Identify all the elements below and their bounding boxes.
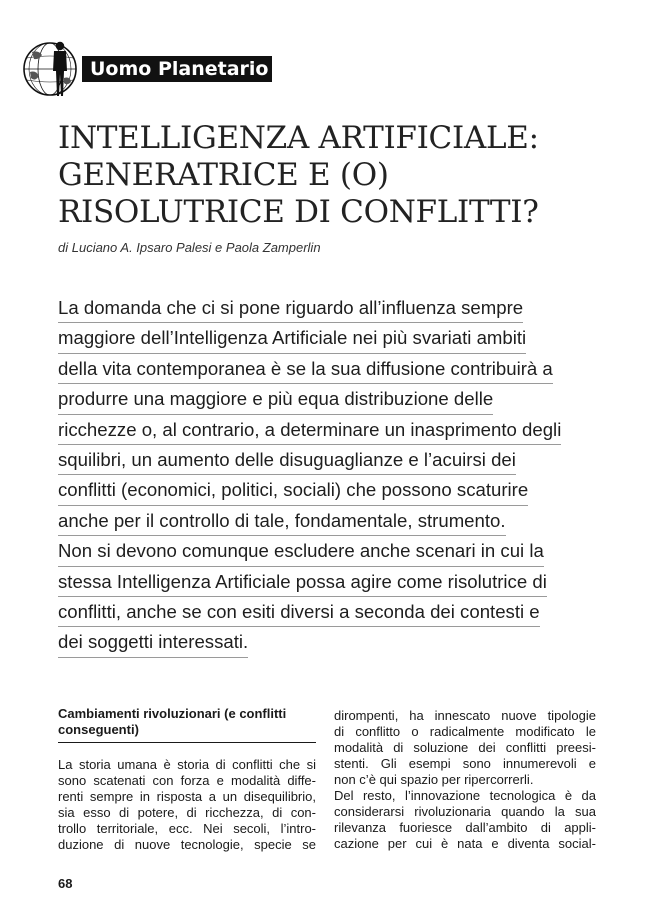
section-header <box>20 38 300 100</box>
right-column <box>334 708 596 852</box>
left-column <box>58 706 316 853</box>
body-line: renti sempre in risposta a un disequilibrio, <box>58 789 316 804</box>
abstract-line: anche per il controllo di tale, fondamentale, strumento. <box>58 506 506 536</box>
abstract-line: ricchezze o, al contrario, a determinare un inasprimento degli <box>58 415 561 445</box>
body-line: non c’è qui spazio per ripercorrerli. <box>334 772 534 787</box>
abstract-line: produrre una maggiore e più equa distribuzione delle <box>58 384 493 414</box>
body-line: dirompenti, ha innescato nuove tipologie <box>334 708 596 723</box>
article-title <box>58 120 618 231</box>
section-subheading <box>58 706 316 743</box>
body-line: La storia umana è storia di conflitti che si <box>58 757 316 772</box>
abstract-line: La domanda che ci si pone riguardo all’influenza sempre <box>58 293 523 323</box>
subheading-line: conseguenti) <box>58 722 139 737</box>
title-line: INTELLIGENZA ARTIFICIALE: <box>58 120 539 156</box>
section-label: Uomo Planetario <box>82 56 272 82</box>
body-line: trollo territoriale, ecc. Nei secoli, l’intro- <box>58 821 316 836</box>
abstract-line: stessa Intelligenza Artificiale possa agire come risolutrice di <box>58 567 547 597</box>
subheading-line: Cambiamenti rivoluzionari (e conflitti <box>58 706 287 721</box>
body-line: sono scatenati con forza e modalità diffe- <box>58 773 316 788</box>
page-number: 68 <box>58 876 73 891</box>
globe-man-icon <box>20 38 82 100</box>
abstract-line: dei soggetti interessati. <box>58 627 248 657</box>
abstract-line: Non si devono comunque escludere anche scenari in cui la <box>58 536 544 566</box>
article-abstract <box>58 293 578 658</box>
abstract-line: squilibri, un aumento delle disuguaglianze e l’acuirsi dei <box>58 445 516 475</box>
article-authors: di Luciano A. Ipsaro Palesi e Paola Zamperlin <box>58 240 321 255</box>
body-line: modalità di soluzione dei conflitti preesi- <box>334 740 596 755</box>
title-line: RISOLUTRICE DI CONFLITTI? <box>58 194 539 230</box>
body-line: sia esso di potere, di ricchezza, di con- <box>58 805 316 820</box>
abstract-line: della vita contemporanea è se la sua diffusione contribuirà a <box>58 354 553 384</box>
body-line: considerarsi rivoluzionaria quando la sua <box>334 804 596 819</box>
body-line: cazione per cui è nata e diventa social- <box>334 836 596 851</box>
abstract-line: maggiore dell’Intelligenza Artificiale nei più svariati ambiti <box>58 323 526 353</box>
abstract-line: conflitti (economici, politici, sociali) che possono scaturire <box>58 475 528 505</box>
title-line: GENERATRICE E (O) <box>58 157 389 193</box>
body-line: rilevanza fuoriesce dall’ambito di appli- <box>334 820 596 835</box>
abstract-line: conflitti, anche se con esiti diversi a seconda dei contesti e <box>58 597 540 627</box>
body-line: stenti. Gli esempi sono innumerevoli e <box>334 756 596 771</box>
body-line: di conflitto o radicalmente modificato le <box>334 724 596 739</box>
body-line: Del resto, l’innovazione tecnologica è da <box>334 788 596 803</box>
body-line: duzione di nuove tecnologie, specie se <box>58 837 316 852</box>
